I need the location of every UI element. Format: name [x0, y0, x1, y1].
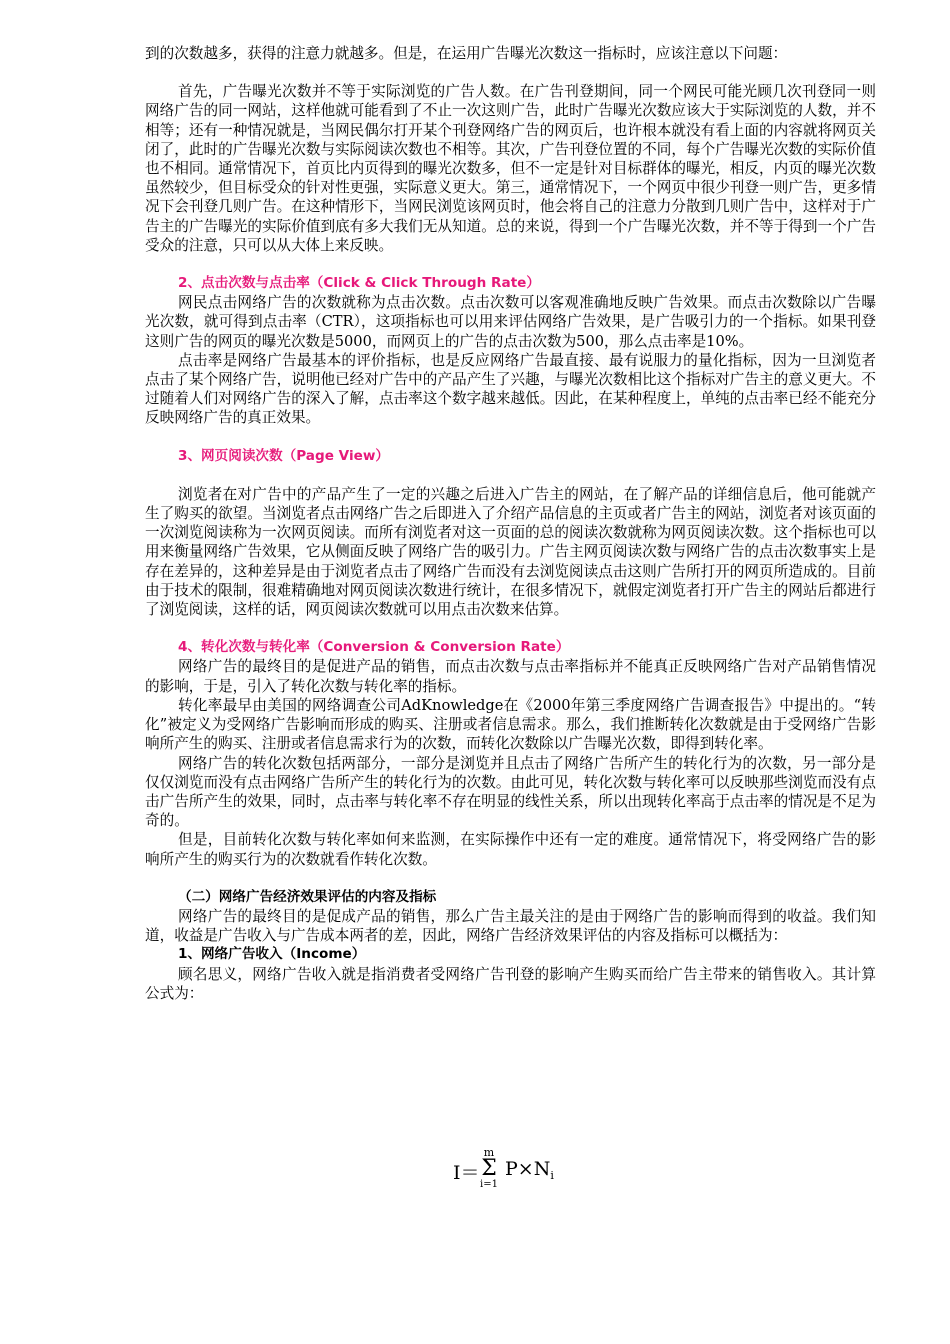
paragraph-conversion-parts: 网络广告的转化次数包括两部分，一部分是浏览并且点击了网络广告所产生的转化行为的次数，另一部分是仅仅浏览而没有点击网络广告所产生的转化行为的次数。由此可见，转化次数与转化率可以反映那些浏览而没有点击广告所产生的效果，同时，点击率与转化率不存在明显的线性关系，所以出现转化率高于点击率的情况是不足为奇的。 [145, 754, 876, 830]
formula-rhs-main: P×N [505, 1158, 551, 1180]
summation-upper-limit: m [483, 1146, 495, 1159]
paragraph-economic-effect: 网络广告的最终目的是促成产品的销售，那么广告主最关注的是由于网络广告的影响而得到的收益。我们知道，收益是广告收入与广告成本两者的差，因此，网络广告经济效果评估的内容及指标可以概括为： [145, 907, 876, 945]
paragraph-conversion-purpose: 网络广告的最终目的是促进产品的销售，而点击次数与点击率指标并不能真正反映网络广告对产品销售情况的影响，于是，引入了转化次数与转化率的指标。 [145, 658, 876, 695]
summation-symbol [479, 1147, 499, 1191]
paragraph-conversion-monitoring: 但是，目前转化次数与转化率如何来监测，在实际操作中还有一定的难度。通常情况下，将受网络广告的影响所产生的购买行为的次数就看作转化次数。 [145, 831, 876, 868]
paragraph-continuation: 到的次数越多，获得的注意力就越多。但是，在运用广告曝光次数这一指标时，应该注意以下问题： [145, 45, 788, 62]
paragraph-click-rate-evaluation: 点击率是网络广告最基本的评价指标，也是反应网络广告最直接、最有说服力的量化指标，因为一旦浏览者点击了某个网络广告，说明他已经对广告中的产品产生了兴趣，与曝光次数相比这个指标对广告主的意义更大。不过随着人们对网络广告的深入了解，点击率这个数字越来越低。因此，在某种程度上，单纯的点击率已经不能充分反映网络广告的真正效果。 [145, 351, 876, 427]
paragraph-exposure-issues: 首先，广告曝光次数并不等于实际浏览的广告人数。在广告刊登期间，同一个网民可能光顾几次刊登同一则网络广告的同一网站，这样他就可能看到了不止一次这则广告，此时广告曝光次数应该大于实际浏览的人数，并不相等；还有一种情况就是，当网民偶尔打开某个刊登网络广告的网页后，也许根本就没有看上面的内容就将网页关闭了，此时的广告曝光次数与实际阅读次数也不相等。其次，广告刊登位置的不同，每个广告曝光次数的实际价值也不相同。通常情况下，首页比内页得到的曝光次数多，但不一定是针对目标群体的曝光，相反，内页的曝光次数虽然较少，但目标受众的针对性更强，实际意义更大。第三，通常情况下，一个网页中很少刊登一则广告，更多情况下会刊登几则广告。在这种情形下，当网民浏览该网页时，他会将自己的注意力分散到几则广告中，这样对于广告主的广告曝光的实际价值到底有多大我们无从知道。总的来说，得到一个广告曝光次数，并不等于得到一个广告受众的注意，只可以从大体上来反映。 [145, 83, 876, 254]
paragraph-click-definition: 网民点击网络广告的次数就称为点击次数。点击次数可以客观准确地反映广告效果。而点击次数除以广告曝光次数，就可得到点击率（CTR），这项指标也可以用来评估网络广告效果，是广告吸引力的一个指标。如果刊登这则广告的网页的曝光次数是5000，而网页上的广告的点击次数为500，那么点击率是10%。 [145, 294, 876, 350]
section-heading-economic-effect: （二）网络广告经济效果评估的内容及指标 [178, 888, 437, 905]
section-heading-conversion: 4、转化次数与转化率（Conversion & Conversion Rate） [178, 639, 570, 656]
document-body [145, 44, 876, 1003]
summation-lower-limit: i=1 [480, 1179, 498, 1190]
formula-rhs-subscript: i [550, 1169, 554, 1182]
formula-lhs: I＝ [453, 1162, 480, 1184]
paragraph-page-view: 浏览者在对广告中的产品产生了一定的兴趣之后进入广告主的网站，在了解产品的详细信息后，他可能就产生了购买的欲望。当浏览者点击网络广告之后即进入了介绍产品信息的主页或者广告主的网站，浏览者对该页面的一次浏览阅读称为一次网页阅读。而所有浏览者对这一页面的总的阅读次数就称为网页阅读次数。这个指标也可以用来衡量网络广告效果，它从侧面反映了网络广告的吸引力。广告主网页阅读次数与网络广告的点击次数事实上是存在差异的，这种差异是由于浏览者点击了网络广告而没有去浏览阅读点击这则广告所打开的网页所造成的。目前由于技术的限制，很难精确地对网页阅读次数进行统计，在很多情况下，就假定浏览者打开广告主的网站后都进行了浏览阅读，这样的话，网页阅读次数就可以用点击次数来估算。 [145, 485, 876, 619]
section-heading-income: 1、网络广告收入（Income） [178, 946, 366, 963]
sigma-glyph: Σ [481, 1156, 497, 1181]
section-heading-page-view: 3、网页阅读次数（Page View） [178, 447, 389, 464]
paragraph-income-definition: 顾名思义，网络广告收入就是指消费者受网络广告刊登的影响产生购买而给广告主带来的销售收入。其计算公式为： [145, 965, 876, 1002]
paragraph-conversion-origin: 转化率最早由美国的网络调查公司AdKnowledge在《2000年第三季度网络广告调查报告》中提出的。“转化”被定义为受网络广告影响而形成的购买、注册或者信息需求。那么，我们推断转化次数就是由于受网络广告影响所产生的购买、注册或者信息需求行为的次数，而转化次数除以广告曝光次数，即得到转化率。 [145, 696, 876, 753]
formula-rhs [505, 1158, 554, 1182]
section-heading-click-rate: 2、点击次数与点击率（Click & Click Through Rate） [178, 275, 540, 292]
